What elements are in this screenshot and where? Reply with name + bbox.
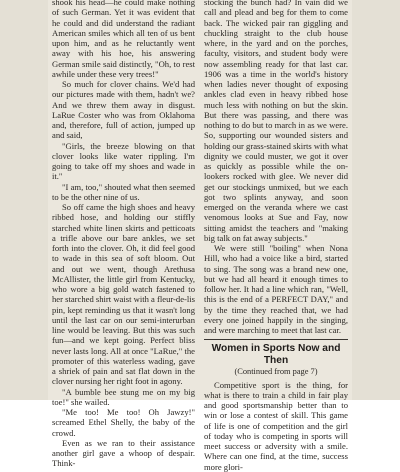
section-divider (204, 339, 348, 340)
paragraph: Competitive sport is the thing, for what is there to train a child in fair play and good sportsmanship better than to win or lose a contest of skill. This game of life is one of competition and the girl of today who is competing in sports will meet success or adversity with a smile. Where can one find, at the time, success more glori- (204, 379, 348, 472)
section-subtitle: (Continued from page 7) (234, 367, 318, 377)
paragraph: So much for clover chains. We'd had our pictures made with them, hadn't we? And we threw them away in disgust. LaRue Coster who was from Oklahoma and, therefore, full of action, jumped up and said, (52, 79, 195, 141)
section-title: Women in Sports Now and Then (211, 343, 341, 367)
right-column (204, 0, 348, 472)
paragraph: So off came the high shoes and heavy ribbed hose, and holding our stiffly starched white linen skirts and petticoats a trifle above our bare ankles, we set forth into the clover. Oh, it did feel good to wade in this sea of soft bloom. Out and out we went, though Arethusa McAllister, the little girl from Kentucky, who wore a big gold watch fastened to her starched shirt waist with a fleur-de-lis pin, kept reminding us that it wasn't long until the last car on our semi-interurban line would be leaving. But this was such fun—and we kept going. Perfect bliss never lasts long. All at once "LaRue," the promoter of this waterless wading, gave a shriek of pain and sat flat down in the clover nursing her right foot in agony. (52, 202, 196, 387)
page-margin-left (0, 0, 48, 400)
paragraph: We were still "boiling" when Nona Hill, who had a voice like a bird, started to sing. The song was a brand new one, but we had all heard it enough times to follow her. It had a line which ran, "Well, this is the end of a PERFECT DAY," and by the time they reached that, we had every one joined happily in the singing, and were marching to meet that last car. (204, 243, 348, 335)
paragraph: shook his head—he could make nothing of such German. Yet it was evident that he could and did understand the radiant American smiles which all ten of us bent upon him, and as he reluctantly went away with his hoe, his answering German smile said distinctly, "Oh, to rest awhile under these very trees!" (52, 0, 195, 79)
paragraph: "I am, too," shouted what then seemed to be the other nine of us. (52, 181, 195, 202)
paragraph: "Girls, the breeze blowing on that clover looks like water rippling. I'm going to take off my shoes and wade in it." (52, 140, 195, 182)
paragraph: "A bumble bee stung me on my big toe!" she wailed. (52, 386, 195, 407)
left-column (52, 0, 195, 469)
paragraph: Even as we ran to their assistance another girl gave a whoop of despair. Think- (52, 437, 195, 469)
paragraph: stocking the bunch had? In vain did we call and plead and beg for them to come back. The wicked pair ran giggling and chuckling straight to the club house where, in the yard and on the porches, faculty, visitors, and student body were now assembling ready for that last car. 1906 was a time in the world's history when ladies never thought of exposing ankles clad even in heavy ribbed hose much less with nothing on but the skin. But there was passing, and there was nothing to do but to march in as we were. So, supporting our wounded sisters and holding our grass-stained skirts with what dignity we could muster, we got it over as quickly as possible while the on-lookers rocked with glee. We never did get our stockings unmixed, but we each got two splints anyway, and soon emerged on the veranda where we cast venomous looks at Sue and Fay, now sitting amidst the teachers and "making big talk on fat away subjects." (204, 0, 348, 243)
page-margin-right (352, 0, 400, 400)
paragraph: "Me too! Me too! Oh Jawzy!" screamed Ethel Shelly, the baby of the crowd. (52, 407, 195, 438)
